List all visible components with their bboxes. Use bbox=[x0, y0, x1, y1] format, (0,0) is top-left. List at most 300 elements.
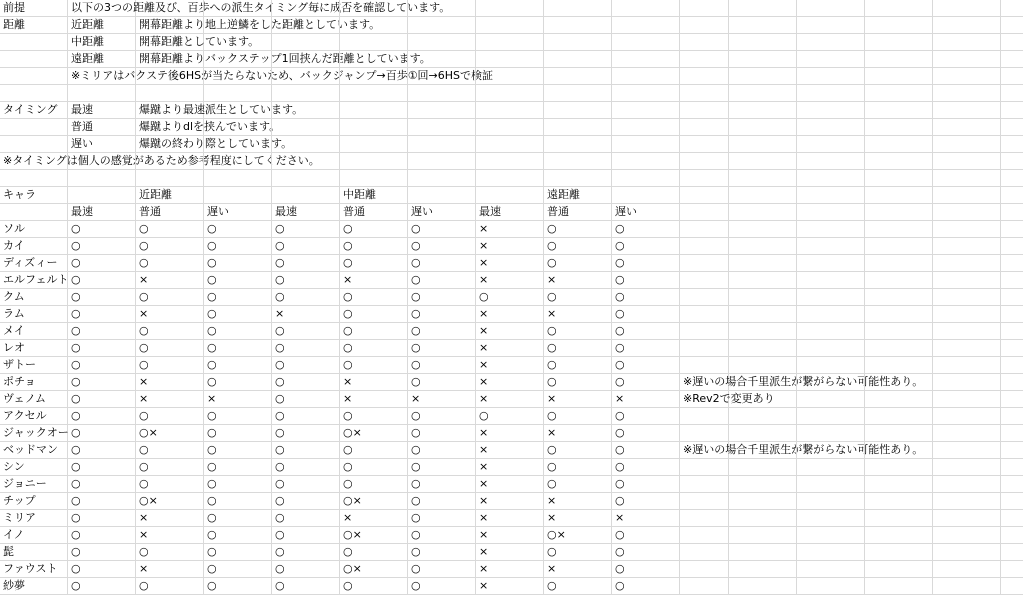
cell[interactable] bbox=[933, 34, 1001, 51]
cell[interactable] bbox=[1001, 170, 1023, 187]
result-cell[interactable]: ○ bbox=[544, 289, 612, 306]
cell[interactable] bbox=[797, 68, 865, 85]
cell[interactable] bbox=[797, 85, 865, 102]
cell[interactable] bbox=[797, 357, 865, 374]
cell[interactable] bbox=[612, 51, 680, 68]
cell[interactable] bbox=[612, 136, 680, 153]
cell[interactable] bbox=[1001, 544, 1023, 561]
result-cell[interactable]: ○ bbox=[408, 425, 476, 442]
cell[interactable] bbox=[729, 493, 797, 510]
note-cell[interactable]: ※遅いの場合千里派生が繋がらない可能性あり。 bbox=[680, 442, 729, 459]
result-cell[interactable]: ○ bbox=[272, 493, 340, 510]
cell[interactable] bbox=[68, 153, 136, 170]
result-cell[interactable]: ○ bbox=[272, 374, 340, 391]
cell[interactable] bbox=[680, 340, 729, 357]
result-cell[interactable]: ○ bbox=[204, 255, 272, 272]
cell[interactable] bbox=[729, 391, 797, 408]
result-cell[interactable]: × bbox=[136, 527, 204, 544]
result-cell[interactable]: ○ bbox=[612, 289, 680, 306]
result-cell[interactable]: × bbox=[136, 510, 204, 527]
character-name[interactable]: メイ bbox=[0, 323, 68, 340]
result-cell[interactable]: ○ bbox=[612, 459, 680, 476]
cell[interactable] bbox=[476, 153, 544, 170]
cell[interactable] bbox=[340, 17, 408, 34]
cell[interactable] bbox=[0, 68, 68, 85]
cell[interactable] bbox=[680, 34, 729, 51]
cell[interactable] bbox=[272, 34, 340, 51]
character-name[interactable]: ポチョ bbox=[0, 374, 68, 391]
result-cell[interactable]: ○ bbox=[68, 323, 136, 340]
header-timing[interactable]: 遅い bbox=[408, 204, 476, 221]
cell[interactable] bbox=[204, 17, 272, 34]
result-cell[interactable]: × bbox=[544, 272, 612, 289]
header-group-far[interactable]: 遠距離 bbox=[544, 187, 612, 204]
result-cell[interactable]: ○ bbox=[408, 510, 476, 527]
cell[interactable] bbox=[933, 136, 1001, 153]
cell[interactable] bbox=[544, 136, 612, 153]
cell[interactable] bbox=[544, 153, 612, 170]
result-cell[interactable]: ○ bbox=[476, 408, 544, 425]
cell[interactable] bbox=[272, 85, 340, 102]
result-cell[interactable]: ○ bbox=[272, 221, 340, 238]
character-name[interactable]: ソル bbox=[0, 221, 68, 238]
cell[interactable] bbox=[680, 102, 729, 119]
cell[interactable] bbox=[1001, 425, 1023, 442]
cell[interactable] bbox=[729, 17, 797, 34]
result-cell[interactable]: ○ bbox=[272, 408, 340, 425]
character-name[interactable]: ジャックオー bbox=[0, 425, 68, 442]
cell[interactable] bbox=[729, 459, 797, 476]
cell[interactable] bbox=[865, 187, 933, 204]
header-timing[interactable]: 普通 bbox=[136, 204, 204, 221]
cell[interactable] bbox=[680, 561, 729, 578]
cell[interactable] bbox=[408, 0, 476, 17]
cell[interactable] bbox=[680, 408, 729, 425]
result-cell[interactable]: ○ bbox=[340, 578, 408, 595]
result-cell[interactable]: ○ bbox=[68, 561, 136, 578]
cell[interactable] bbox=[1001, 391, 1023, 408]
result-cell[interactable]: × bbox=[544, 306, 612, 323]
result-cell[interactable]: ○× bbox=[340, 425, 408, 442]
result-cell[interactable]: ○× bbox=[136, 425, 204, 442]
result-cell[interactable]: × bbox=[476, 391, 544, 408]
cell[interactable] bbox=[612, 153, 680, 170]
character-name[interactable]: ベッドマン bbox=[0, 442, 68, 459]
result-cell[interactable]: ○ bbox=[544, 357, 612, 374]
cell[interactable] bbox=[1001, 374, 1023, 391]
result-cell[interactable]: ○ bbox=[136, 238, 204, 255]
result-cell[interactable]: ○ bbox=[68, 357, 136, 374]
cell[interactable] bbox=[797, 510, 865, 527]
cell[interactable] bbox=[865, 323, 933, 340]
cell[interactable] bbox=[68, 85, 136, 102]
cell[interactable] bbox=[933, 442, 1001, 459]
cell[interactable] bbox=[476, 187, 544, 204]
result-cell[interactable]: ○ bbox=[272, 323, 340, 340]
cell[interactable] bbox=[865, 578, 933, 595]
cell[interactable] bbox=[1001, 51, 1023, 68]
cell[interactable] bbox=[1001, 255, 1023, 272]
character-name[interactable]: ミリア bbox=[0, 510, 68, 527]
cell[interactable] bbox=[544, 68, 612, 85]
result-cell[interactable]: ○ bbox=[408, 255, 476, 272]
result-cell[interactable]: ○ bbox=[408, 578, 476, 595]
cell[interactable] bbox=[933, 153, 1001, 170]
cell[interactable] bbox=[933, 323, 1001, 340]
cell[interactable] bbox=[797, 340, 865, 357]
cell[interactable] bbox=[797, 476, 865, 493]
result-cell[interactable]: ○ bbox=[204, 221, 272, 238]
result-cell[interactable]: × bbox=[544, 510, 612, 527]
cell[interactable] bbox=[272, 170, 340, 187]
result-cell[interactable]: ○ bbox=[544, 459, 612, 476]
result-cell[interactable]: ○ bbox=[68, 544, 136, 561]
result-cell[interactable]: ○ bbox=[272, 527, 340, 544]
cell[interactable] bbox=[729, 187, 797, 204]
cell[interactable] bbox=[933, 204, 1001, 221]
header-timing[interactable]: 遅い bbox=[204, 204, 272, 221]
cell[interactable] bbox=[729, 255, 797, 272]
result-cell[interactable]: ○ bbox=[272, 289, 340, 306]
cell[interactable] bbox=[272, 187, 340, 204]
cell[interactable] bbox=[1001, 85, 1023, 102]
character-name[interactable]: チップ bbox=[0, 493, 68, 510]
intro-label[interactable]: ※タイミングは個人の感覚があるため参考程度にしてください。 bbox=[0, 153, 68, 170]
cell[interactable] bbox=[680, 136, 729, 153]
cell[interactable] bbox=[865, 493, 933, 510]
cell[interactable] bbox=[272, 68, 340, 85]
cell[interactable] bbox=[0, 51, 68, 68]
result-cell[interactable]: × bbox=[612, 510, 680, 527]
note-cell[interactable]: ※Rev2で変更あり bbox=[680, 391, 729, 408]
cell[interactable] bbox=[865, 561, 933, 578]
cell[interactable] bbox=[797, 425, 865, 442]
result-cell[interactable]: ○ bbox=[68, 289, 136, 306]
cell[interactable] bbox=[408, 187, 476, 204]
cell[interactable] bbox=[1001, 289, 1023, 306]
intro-desc[interactable]: 爆蹴の終わり際としています。 bbox=[136, 136, 204, 153]
cell[interactable] bbox=[612, 0, 680, 17]
result-cell[interactable]: ○ bbox=[612, 374, 680, 391]
cell[interactable] bbox=[680, 0, 729, 17]
result-cell[interactable]: × bbox=[476, 323, 544, 340]
cell[interactable] bbox=[204, 119, 272, 136]
cell[interactable] bbox=[797, 51, 865, 68]
cell[interactable] bbox=[797, 306, 865, 323]
cell[interactable] bbox=[933, 255, 1001, 272]
result-cell[interactable]: ○ bbox=[68, 306, 136, 323]
header-character[interactable]: キャラ bbox=[0, 187, 68, 204]
result-cell[interactable]: ○ bbox=[612, 357, 680, 374]
intro-desc[interactable]: 爆蹴より最速派生としています。 bbox=[136, 102, 204, 119]
intro-text[interactable]: 中距離 bbox=[68, 34, 136, 51]
cell[interactable] bbox=[0, 34, 68, 51]
result-cell[interactable]: × bbox=[272, 306, 340, 323]
cell[interactable] bbox=[1001, 272, 1023, 289]
cell[interactable] bbox=[729, 578, 797, 595]
cell[interactable] bbox=[933, 357, 1001, 374]
cell[interactable] bbox=[933, 544, 1001, 561]
result-cell[interactable]: × bbox=[476, 374, 544, 391]
result-cell[interactable]: ○ bbox=[136, 476, 204, 493]
cell[interactable] bbox=[865, 34, 933, 51]
cell[interactable] bbox=[204, 51, 272, 68]
result-cell[interactable]: ○ bbox=[340, 340, 408, 357]
intro-label[interactable]: 前提 bbox=[0, 0, 68, 17]
result-cell[interactable]: ○ bbox=[612, 255, 680, 272]
cell[interactable] bbox=[1001, 476, 1023, 493]
result-cell[interactable]: × bbox=[544, 561, 612, 578]
character-name[interactable]: ジョニー bbox=[0, 476, 68, 493]
cell[interactable] bbox=[340, 85, 408, 102]
character-name[interactable]: レオ bbox=[0, 340, 68, 357]
result-cell[interactable]: × bbox=[204, 391, 272, 408]
intro-label[interactable]: タイミング bbox=[0, 102, 68, 119]
result-cell[interactable]: ○ bbox=[544, 476, 612, 493]
cell[interactable] bbox=[797, 221, 865, 238]
result-cell[interactable]: × bbox=[612, 391, 680, 408]
result-cell[interactable]: ○ bbox=[204, 544, 272, 561]
cell[interactable] bbox=[797, 153, 865, 170]
result-cell[interactable]: × bbox=[476, 357, 544, 374]
cell[interactable] bbox=[612, 17, 680, 34]
cell[interactable] bbox=[272, 153, 340, 170]
result-cell[interactable]: ○ bbox=[272, 255, 340, 272]
cell[interactable] bbox=[1001, 323, 1023, 340]
cell[interactable] bbox=[272, 17, 340, 34]
result-cell[interactable]: ○ bbox=[612, 442, 680, 459]
cell[interactable] bbox=[933, 0, 1001, 17]
result-cell[interactable]: ○ bbox=[204, 306, 272, 323]
cell[interactable] bbox=[340, 153, 408, 170]
result-cell[interactable]: ○ bbox=[68, 391, 136, 408]
cell[interactable] bbox=[612, 85, 680, 102]
result-cell[interactable]: × bbox=[476, 442, 544, 459]
cell[interactable] bbox=[1001, 221, 1023, 238]
character-name[interactable]: イノ bbox=[0, 527, 68, 544]
result-cell[interactable]: × bbox=[476, 561, 544, 578]
result-cell[interactable]: ○ bbox=[408, 221, 476, 238]
result-cell[interactable]: ○ bbox=[68, 527, 136, 544]
cell[interactable] bbox=[272, 51, 340, 68]
intro-desc[interactable]: 開幕距離よりバックステップ1回挟んだ距離としています。 bbox=[136, 51, 204, 68]
cell[interactable] bbox=[797, 187, 865, 204]
result-cell[interactable]: ○ bbox=[136, 357, 204, 374]
result-cell[interactable]: ○ bbox=[204, 340, 272, 357]
character-name[interactable]: ディズィー bbox=[0, 255, 68, 272]
result-cell[interactable]: ○ bbox=[408, 374, 476, 391]
result-cell[interactable]: ○ bbox=[68, 238, 136, 255]
result-cell[interactable]: ○ bbox=[272, 476, 340, 493]
result-cell[interactable]: ○× bbox=[544, 527, 612, 544]
cell[interactable] bbox=[729, 289, 797, 306]
result-cell[interactable]: ○ bbox=[544, 340, 612, 357]
cell[interactable] bbox=[933, 340, 1001, 357]
cell[interactable] bbox=[408, 153, 476, 170]
result-cell[interactable]: ○ bbox=[136, 340, 204, 357]
cell[interactable] bbox=[408, 136, 476, 153]
result-cell[interactable]: × bbox=[136, 561, 204, 578]
result-cell[interactable]: ○ bbox=[136, 323, 204, 340]
cell[interactable] bbox=[933, 119, 1001, 136]
cell[interactable] bbox=[476, 68, 544, 85]
result-cell[interactable]: ○ bbox=[68, 459, 136, 476]
cell[interactable] bbox=[729, 408, 797, 425]
cell[interactable] bbox=[680, 119, 729, 136]
cell[interactable] bbox=[1001, 578, 1023, 595]
cell[interactable] bbox=[1001, 357, 1023, 374]
cell[interactable] bbox=[797, 102, 865, 119]
header-timing[interactable]: 最速 bbox=[272, 204, 340, 221]
result-cell[interactable]: ○ bbox=[340, 357, 408, 374]
cell[interactable] bbox=[865, 119, 933, 136]
header-timing[interactable]: 普通 bbox=[340, 204, 408, 221]
cell[interactable] bbox=[680, 510, 729, 527]
result-cell[interactable]: ○ bbox=[204, 323, 272, 340]
cell[interactable] bbox=[408, 17, 476, 34]
cell[interactable] bbox=[680, 289, 729, 306]
cell[interactable] bbox=[340, 102, 408, 119]
result-cell[interactable]: ○ bbox=[68, 374, 136, 391]
cell[interactable] bbox=[729, 323, 797, 340]
cell[interactable] bbox=[933, 221, 1001, 238]
cell[interactable] bbox=[476, 51, 544, 68]
cell[interactable] bbox=[340, 136, 408, 153]
result-cell[interactable]: ○ bbox=[408, 323, 476, 340]
cell[interactable] bbox=[544, 17, 612, 34]
result-cell[interactable]: ○ bbox=[204, 561, 272, 578]
result-cell[interactable]: × bbox=[136, 306, 204, 323]
cell[interactable] bbox=[1001, 459, 1023, 476]
result-cell[interactable]: ○ bbox=[612, 272, 680, 289]
character-name[interactable]: ザトー bbox=[0, 357, 68, 374]
cell[interactable] bbox=[680, 238, 729, 255]
cell[interactable] bbox=[797, 391, 865, 408]
result-cell[interactable]: × bbox=[544, 425, 612, 442]
result-cell[interactable]: ○ bbox=[136, 544, 204, 561]
result-cell[interactable]: ○ bbox=[340, 238, 408, 255]
cell[interactable] bbox=[340, 51, 408, 68]
intro-text[interactable]: 遠距離 bbox=[68, 51, 136, 68]
cell[interactable] bbox=[136, 153, 204, 170]
result-cell[interactable]: ○ bbox=[408, 493, 476, 510]
cell[interactable] bbox=[797, 136, 865, 153]
result-cell[interactable]: ○ bbox=[544, 238, 612, 255]
result-cell[interactable]: ○ bbox=[408, 340, 476, 357]
cell[interactable] bbox=[476, 0, 544, 17]
cell[interactable] bbox=[865, 357, 933, 374]
cell[interactable] bbox=[865, 306, 933, 323]
result-cell[interactable]: × bbox=[476, 425, 544, 442]
header-timing[interactable]: 遅い bbox=[612, 204, 680, 221]
result-cell[interactable]: ○ bbox=[340, 544, 408, 561]
result-cell[interactable]: ○ bbox=[612, 323, 680, 340]
cell[interactable] bbox=[680, 17, 729, 34]
cell[interactable] bbox=[933, 408, 1001, 425]
cell[interactable] bbox=[865, 85, 933, 102]
result-cell[interactable]: ○ bbox=[476, 289, 544, 306]
cell[interactable] bbox=[797, 170, 865, 187]
result-cell[interactable]: × bbox=[476, 306, 544, 323]
cell[interactable] bbox=[204, 170, 272, 187]
cell[interactable] bbox=[729, 153, 797, 170]
cell[interactable] bbox=[476, 85, 544, 102]
result-cell[interactable]: ○ bbox=[612, 578, 680, 595]
result-cell[interactable]: ○ bbox=[272, 561, 340, 578]
cell[interactable] bbox=[680, 493, 729, 510]
result-cell[interactable]: ○ bbox=[272, 357, 340, 374]
result-cell[interactable]: ○ bbox=[544, 408, 612, 425]
cell[interactable] bbox=[729, 136, 797, 153]
result-cell[interactable]: ○ bbox=[68, 578, 136, 595]
cell[interactable] bbox=[680, 85, 729, 102]
intro-text[interactable]: 近距離 bbox=[68, 17, 136, 34]
result-cell[interactable]: × bbox=[476, 544, 544, 561]
cell[interactable] bbox=[204, 68, 272, 85]
character-name[interactable]: ラム bbox=[0, 306, 68, 323]
cell[interactable] bbox=[933, 170, 1001, 187]
cell[interactable] bbox=[933, 306, 1001, 323]
result-cell[interactable]: ○ bbox=[340, 306, 408, 323]
cell[interactable] bbox=[544, 119, 612, 136]
cell[interactable] bbox=[272, 136, 340, 153]
cell[interactable] bbox=[612, 119, 680, 136]
character-name[interactable]: シン bbox=[0, 459, 68, 476]
cell[interactable] bbox=[204, 85, 272, 102]
result-cell[interactable]: ○ bbox=[136, 408, 204, 425]
intro-text[interactable]: 最速 bbox=[68, 102, 136, 119]
result-cell[interactable]: × bbox=[340, 374, 408, 391]
cell[interactable] bbox=[612, 187, 680, 204]
cell[interactable] bbox=[408, 170, 476, 187]
cell[interactable] bbox=[729, 51, 797, 68]
cell[interactable] bbox=[1001, 119, 1023, 136]
cell[interactable] bbox=[1001, 102, 1023, 119]
result-cell[interactable]: ○ bbox=[272, 391, 340, 408]
intro-label[interactable]: 距離 bbox=[0, 17, 68, 34]
intro-text[interactable]: 遅い bbox=[68, 136, 136, 153]
cell[interactable] bbox=[1001, 561, 1023, 578]
cell[interactable] bbox=[680, 51, 729, 68]
cell[interactable] bbox=[204, 187, 272, 204]
cell[interactable] bbox=[933, 391, 1001, 408]
cell[interactable] bbox=[680, 187, 729, 204]
result-cell[interactable]: ○ bbox=[408, 527, 476, 544]
result-cell[interactable]: ○ bbox=[612, 493, 680, 510]
cell[interactable] bbox=[1001, 306, 1023, 323]
cell[interactable] bbox=[1001, 408, 1023, 425]
cell[interactable] bbox=[680, 544, 729, 561]
result-cell[interactable]: ○ bbox=[204, 476, 272, 493]
cell[interactable] bbox=[865, 374, 933, 391]
cell[interactable] bbox=[797, 578, 865, 595]
cell[interactable] bbox=[476, 136, 544, 153]
cell[interactable] bbox=[797, 561, 865, 578]
result-cell[interactable]: ○ bbox=[612, 425, 680, 442]
cell[interactable] bbox=[408, 119, 476, 136]
cell[interactable] bbox=[204, 102, 272, 119]
cell[interactable] bbox=[865, 289, 933, 306]
cell[interactable] bbox=[680, 323, 729, 340]
cell[interactable] bbox=[204, 153, 272, 170]
cell[interactable] bbox=[865, 204, 933, 221]
cell[interactable] bbox=[933, 85, 1001, 102]
cell[interactable] bbox=[0, 85, 68, 102]
result-cell[interactable]: ○ bbox=[408, 408, 476, 425]
cell[interactable] bbox=[797, 204, 865, 221]
cell[interactable] bbox=[544, 34, 612, 51]
cell[interactable] bbox=[680, 221, 729, 238]
